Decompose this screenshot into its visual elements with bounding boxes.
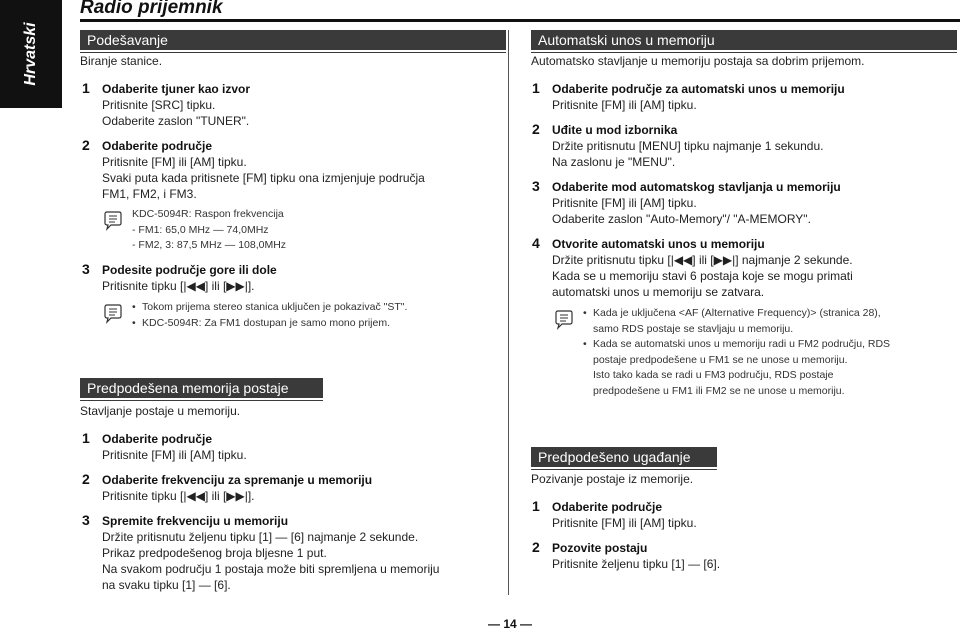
step-text: Pritisnite tipku [|◀◀] ili [▶▶|]. [102, 489, 255, 503]
step-3 [532, 179, 841, 227]
title-rule [80, 19, 960, 22]
step-2 [532, 540, 720, 572]
step-title: Odaberite frekvenciju za spremanje u memoriju [102, 473, 373, 487]
section-subtitle: Automatsko stavljanje u memoriju postaja sa dobrim prijemom. [531, 54, 865, 68]
section-header-preset-memory [80, 378, 323, 398]
step-title: Odaberite područje [552, 500, 663, 514]
step-title: Odaberite područje za automatski unos u memoriju [552, 82, 845, 96]
section-title: Automatski unos u memoriju [538, 32, 715, 48]
step-number: 1 [82, 430, 90, 446]
step-title: Odaberite tjuner kao izvor [102, 82, 251, 96]
section-title: Predpodešeno ugađanje [538, 449, 691, 465]
step-number: 1 [532, 498, 540, 514]
step-text: na svaku tipku [1] — [6]. [102, 578, 231, 592]
note-text: KDC-5094R: Raspon frekvencija [132, 208, 284, 220]
note-text: - FM2, 3: 87,5 MHz — 108,0MHz [132, 239, 287, 251]
step-text: Prikaz predpodešenog broja bljesne 1 put. [102, 546, 327, 560]
note-text: predpodešene u FM1 ili FM2 se ne unose u memoriju. [593, 384, 845, 397]
step-text: Držite pritisnutu željenu tipku [1] — [6] najmanje 2 sekunde. [102, 530, 419, 544]
step-text: Pritisnite [SRC] tipku. [102, 98, 216, 112]
step-number: 3 [82, 261, 90, 277]
step-number: 2 [532, 539, 540, 555]
step-title: Odaberite područje [102, 139, 213, 153]
note-bullet: • Tokom prijema stereo stanica uključen je pokazivač "ST". [132, 300, 502, 316]
step-text: Pritisnite željenu tipku [1] — [6]. [552, 557, 721, 571]
step-title: Odaberite područje [102, 432, 213, 446]
step-number: 1 [82, 80, 90, 96]
step-title: Pozovite postaju [552, 541, 648, 555]
note-icon [553, 308, 575, 330]
step-text: Odaberite zaslon "Auto-Memory"/ "A-MEMORY". [552, 212, 811, 226]
section-subtitle: Stavljanje postaje u memoriju. [80, 404, 241, 418]
section-subtitle: Biranje stanice. [80, 54, 163, 68]
step-4 [532, 236, 853, 300]
note-text: - FM1: 65,0 MHz — 74,0MHz [132, 223, 269, 236]
step-text: Svaki puta kada pritisnete [FM] tipku ona izmjenjuje područja [102, 171, 425, 185]
language-tab [0, 0, 62, 108]
step-title: Odaberite mod automatskog stavljanja u memoriju [552, 180, 841, 194]
step-text: Držite pritisnutu [MENU] tipku najmanje 1 sekundu. [552, 139, 824, 153]
step-text: Držite pritisnutu tipku [|◀◀] ili [▶▶|] najmanje 2 sekunde. [552, 253, 853, 267]
step-number: 2 [532, 121, 540, 137]
step-text: Pritisnite [FM] ili [AM] tipku. [102, 448, 247, 462]
section-header-auto-memory [531, 30, 957, 50]
step-text: Odaberite zaslon "TUNER". [102, 114, 250, 128]
note-text: Isto tako kada se radi u FM3 području, RDS postaje [593, 369, 834, 381]
step-text: FM1, FM2, i FM3. [102, 187, 197, 201]
step-number: 3 [82, 512, 90, 528]
note-text: • Kada se automatski unos u memoriju radi u FM2 području, RDS [593, 338, 891, 350]
section-header-tuning [80, 30, 506, 50]
page-number: — 14 — [488, 617, 533, 631]
step-2 [532, 122, 823, 170]
step-number: 4 [532, 235, 540, 251]
step-number: 1 [532, 80, 540, 96]
section-title: Predpodešena memorija postaje [87, 380, 289, 396]
note-bullet [583, 306, 953, 337]
column-divider [508, 30, 509, 595]
step-text: Pritisnite [FM] ili [AM] tipku. [552, 98, 697, 112]
language-tab-label: Hrvatski [22, 22, 39, 86]
step-text: Na zaslonu je "MENU". [552, 155, 676, 169]
section-title: Podešavanje [87, 32, 168, 48]
note-bullet: • KDC-5094R: Za FM1 dostupan je samo mono prijem. [132, 316, 502, 332]
step-number: 3 [532, 178, 540, 194]
step-text: Pritisnite [FM] ili [AM] tipku. [102, 155, 247, 169]
step-1 [82, 431, 247, 463]
step-text: Pritisnite [FM] ili [AM] tipku. [552, 196, 697, 210]
step-title: Podesite područje gore ili dole [102, 263, 277, 277]
step-text: automatski unos u memoriju se zatvara. [552, 285, 765, 299]
step-3 [82, 513, 439, 593]
section-header-preset-tuning [531, 447, 717, 467]
step-text: Pritisnite tipku [|◀◀] ili [▶▶|]. [102, 279, 255, 293]
page-title: Radio prijemnik [80, 0, 223, 18]
note-frequency-range [102, 207, 502, 254]
note-auto-memory [553, 306, 953, 399]
step-text: Na svakom području 1 postaja može biti spremljena u memoriju [102, 562, 440, 576]
note-text: samo RDS postaje se stavljaju u memoriju. [593, 322, 794, 335]
step-2 [82, 472, 372, 504]
step-text: Pritisnite [FM] ili [AM] tipku. [552, 516, 697, 530]
step-2 [82, 138, 425, 202]
step-number: 2 [82, 137, 90, 153]
step-1 [532, 81, 845, 113]
note-text: postaje predpodešene u FM1 se ne unose u memoriju. [593, 353, 848, 366]
step-title: Uđite u mod izbornika [552, 123, 678, 137]
note-stereo [102, 300, 502, 331]
section-subtitle: Pozivanje postaje iz memorije. [531, 472, 694, 486]
step-number: 2 [82, 471, 90, 487]
step-1 [532, 499, 697, 531]
step-1 [82, 81, 250, 129]
note-bullet [583, 337, 953, 399]
step-3 [82, 262, 277, 294]
step-title: Otvorite automatski unos u memoriju [552, 237, 765, 251]
step-text: Kada se u memoriju stavi 6 postaja koje se mogu primati [552, 269, 853, 283]
step-title: Spremite frekvenciju u memoriju [102, 514, 289, 528]
note-icon [102, 209, 124, 231]
note-icon [102, 302, 124, 324]
note-text: • Kada je uključena <AF (Alternative Frequency)> (stranica 28), [593, 307, 881, 319]
